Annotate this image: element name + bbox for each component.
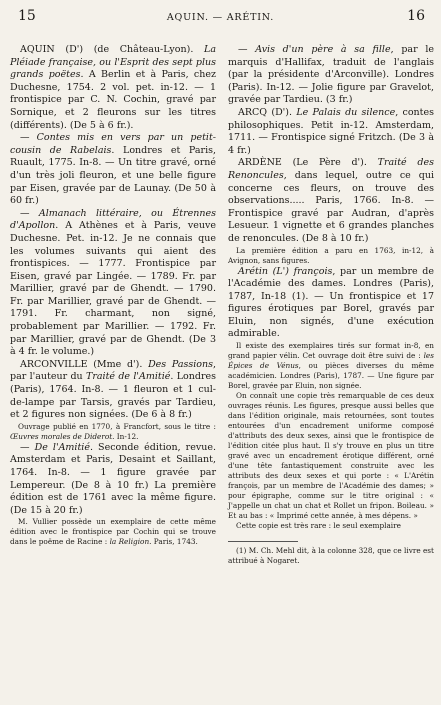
entry-text: . Londres et Paris, Ruault, 1775. In-8. — Un titre gravé, orné d'un très joli fleuron, et une belle figure par Eisen, gravée par de Launay. (De 50 à 60 fr.) [10, 144, 216, 207]
entry-text: , dans lequel, outre ce qui concerne ces fleurs, on trouve des observations..... Paris, 1766. In-8. — Frontispice gravé par Audran, d'après Lesueur. 1 vignette et 6 grandes planches de renoncules. (De 8 à 10 fr.) [228, 169, 434, 244]
catalog-entry [10, 44, 216, 132]
entry-text: . Paris, 1743. [149, 537, 198, 547]
catalog-entry [10, 208, 216, 359]
entry-title-text: La Pléiade française, ou l'Esprit des sept plus grands poëtes [10, 44, 216, 81]
entry-text: ARDÈNE (Le Père d'). [238, 157, 378, 169]
catalog-entry [228, 266, 434, 342]
editorial-note [228, 341, 434, 391]
entry-title-text: — Contes mis en vers par un petit-cousin de Rabelais [10, 132, 216, 156]
entry-text: . Seconde édition, revue. Amsterdam et Paris, Desaint et Saillant, 1764. In-8. — 1 figure gravée par Lempereur. (De 8 à 10 fr.) La première édition est de 1761 avec la même figure. (De 15 à 20 fr.) [10, 441, 216, 516]
footnote: (1) M. Ch. Mehl dit, à la colonne 328, que ce livre est attribué à Nogaret. [228, 546, 434, 566]
entry-title-text: la Religion [109, 537, 150, 547]
entry-text: Cette copie est très rare : le seul exemplaire [236, 521, 401, 531]
editorial-note [10, 517, 216, 547]
catalog-entry [228, 44, 434, 107]
editorial-note [228, 521, 434, 531]
page-number-left: 15 [18, 8, 36, 24]
entry-text: Il existe des exemplaires tirés sur format in-8, en grand papier vélin. Cet ouvrage doit être suivi de : [228, 341, 434, 361]
entry-title-text: — Avis d'un père à sa fille [238, 44, 391, 55]
entry-title-text: Traité des Renoncules [228, 157, 434, 181]
entry-text: , ou pièces diverses du même académicien. Londres (Paris), 1787. — Une figure par Borel, gravée par Eluin, non signée. [228, 361, 434, 391]
entry-text: On connaît une copie très remarquable de ces deux ouvrages réunis. Les figures, presque aussi belles que dans l'édition originale, mais retournées, sont toutes entourées d'un encadrement uniforme composé d'attributs des deux sexes, ainsi que le frontispice de l'édition citée plus haut. Il s'y trouve en plus un titre gravé avec un encadrement érotique différent, orné d'une tête fantastiquement construite avec les attributs des deux sexes et qui porte : « L'Arétin françois, par un membre de l'Académie des dames; » pour épigraphe, comme sur le titre original : « J'appelle un chat un chat et Rollet un fripon. Boileau. » Et au bas : « Imprimé cette année, à mes dépens. » [228, 391, 434, 521]
right-column-body [228, 44, 434, 531]
catalog-entry [10, 442, 216, 518]
editorial-note [10, 422, 216, 442]
entry-text: . A Berlin et à Paris, chez Duchesne, 1754. 2 vol. pet. in-12. — 1 frontispice par C. N. Cochin, gravé par Sornique, et 2 fleurons sur les titres (différents). (De 5 à 6 fr.). [10, 69, 216, 131]
entry-title-text: — Almanach littéraire, ou Étrennes d'Apollon [10, 207, 216, 232]
catalog-entry [228, 157, 434, 245]
entry-text: , par un membre de l'Académie des dames. Londres (Paris), 1787, In-18 (1). — Un frontispice et 17 figures érotiques par Borel, gravés par Eluin, non signés, d'une exécution admirable. [228, 265, 434, 340]
catalog-entry [228, 107, 434, 157]
entry-title-text: les Épices de Vénus [228, 351, 434, 371]
entry-title-text: Œuvres morales de Diderot [10, 431, 113, 441]
running-head: AQUIN. — ARÉTIN. [166, 12, 275, 23]
page-number-right: 16 [407, 8, 425, 24]
entry-text: ARCQ (D'). [238, 106, 297, 118]
entry-text: , par le marquis d'Hallifax, traduit de l'anglais (par la présidente d'Arconville). Londres (Paris). In-12. — Jolie figure par Gravelot, gravée par Tardieu. (3 fr.) [228, 44, 434, 106]
page-header [0, 0, 441, 26]
entry-text: ARCONVILLE (Mme d'). [20, 358, 149, 370]
entry-text: . In-12. [112, 431, 139, 441]
entry-text: , par l'auteur du [10, 358, 217, 383]
entry-title-text: Arétin (L') françois [238, 265, 333, 277]
entry-text: M. Vullier possède un exemplaire de cette même édition avec le frontispice par Cochin qui se trouve dans le poëme de Racine : [10, 517, 216, 547]
entry-title-text: Le Palais du silence [296, 106, 396, 118]
footnote-rule [228, 541, 298, 542]
entry-text: AQUIN (D') (de Château-Lyon). [20, 44, 205, 55]
entry-title-text: Des Passions [148, 358, 213, 370]
left-column [10, 44, 216, 547]
entry-text: . A Athènes et à Paris, veuve Duchesne. Pet. in-12. Je ne connais que les volumes suivants qui aient des frontispices. — 1777. Frontispice par Eisen, gravé par Lingée. — 1789. Fr. par Marillier, gravé par de Ghendt. — 1790. Fr. par Marillier, gravé par de Ghendt. — 1791. Fr. charmant, non signé, probablement par Marillier. — 1792. Fr. par Marillier, gravé par de Ghendt. (De 3 à 4 fr. le volume.) [10, 220, 216, 358]
catalog-entry [10, 359, 216, 422]
entry-text: Ouvrage publié en 1770, à Francfort, sous le titre : [18, 421, 216, 431]
entry-title-text: — De l'Amitié [20, 441, 90, 453]
editorial-note [228, 246, 434, 266]
entry-text: La première édition a paru en 1763, in-12, à Avignon, sans figures. [228, 245, 434, 265]
entry-title-text: Traité de l'Amitié [85, 371, 171, 383]
catalog-entry [10, 132, 216, 208]
entry-text: , contes philosophiques. Petit in-12. Amsterdam, 1711. — Frontispice signé Fritzch. (De 3 à 4 fr.) [228, 106, 434, 156]
right-column [228, 44, 434, 566]
editorial-note [228, 391, 434, 521]
entry-text: . Londres (Paris), 1764. In-8. — 1 fleuron et 1 cul-de-lampe par Tarsis, gravés par Tardieu, et 2 figures non signées. (De 6 à 8 fr.) [10, 371, 216, 421]
